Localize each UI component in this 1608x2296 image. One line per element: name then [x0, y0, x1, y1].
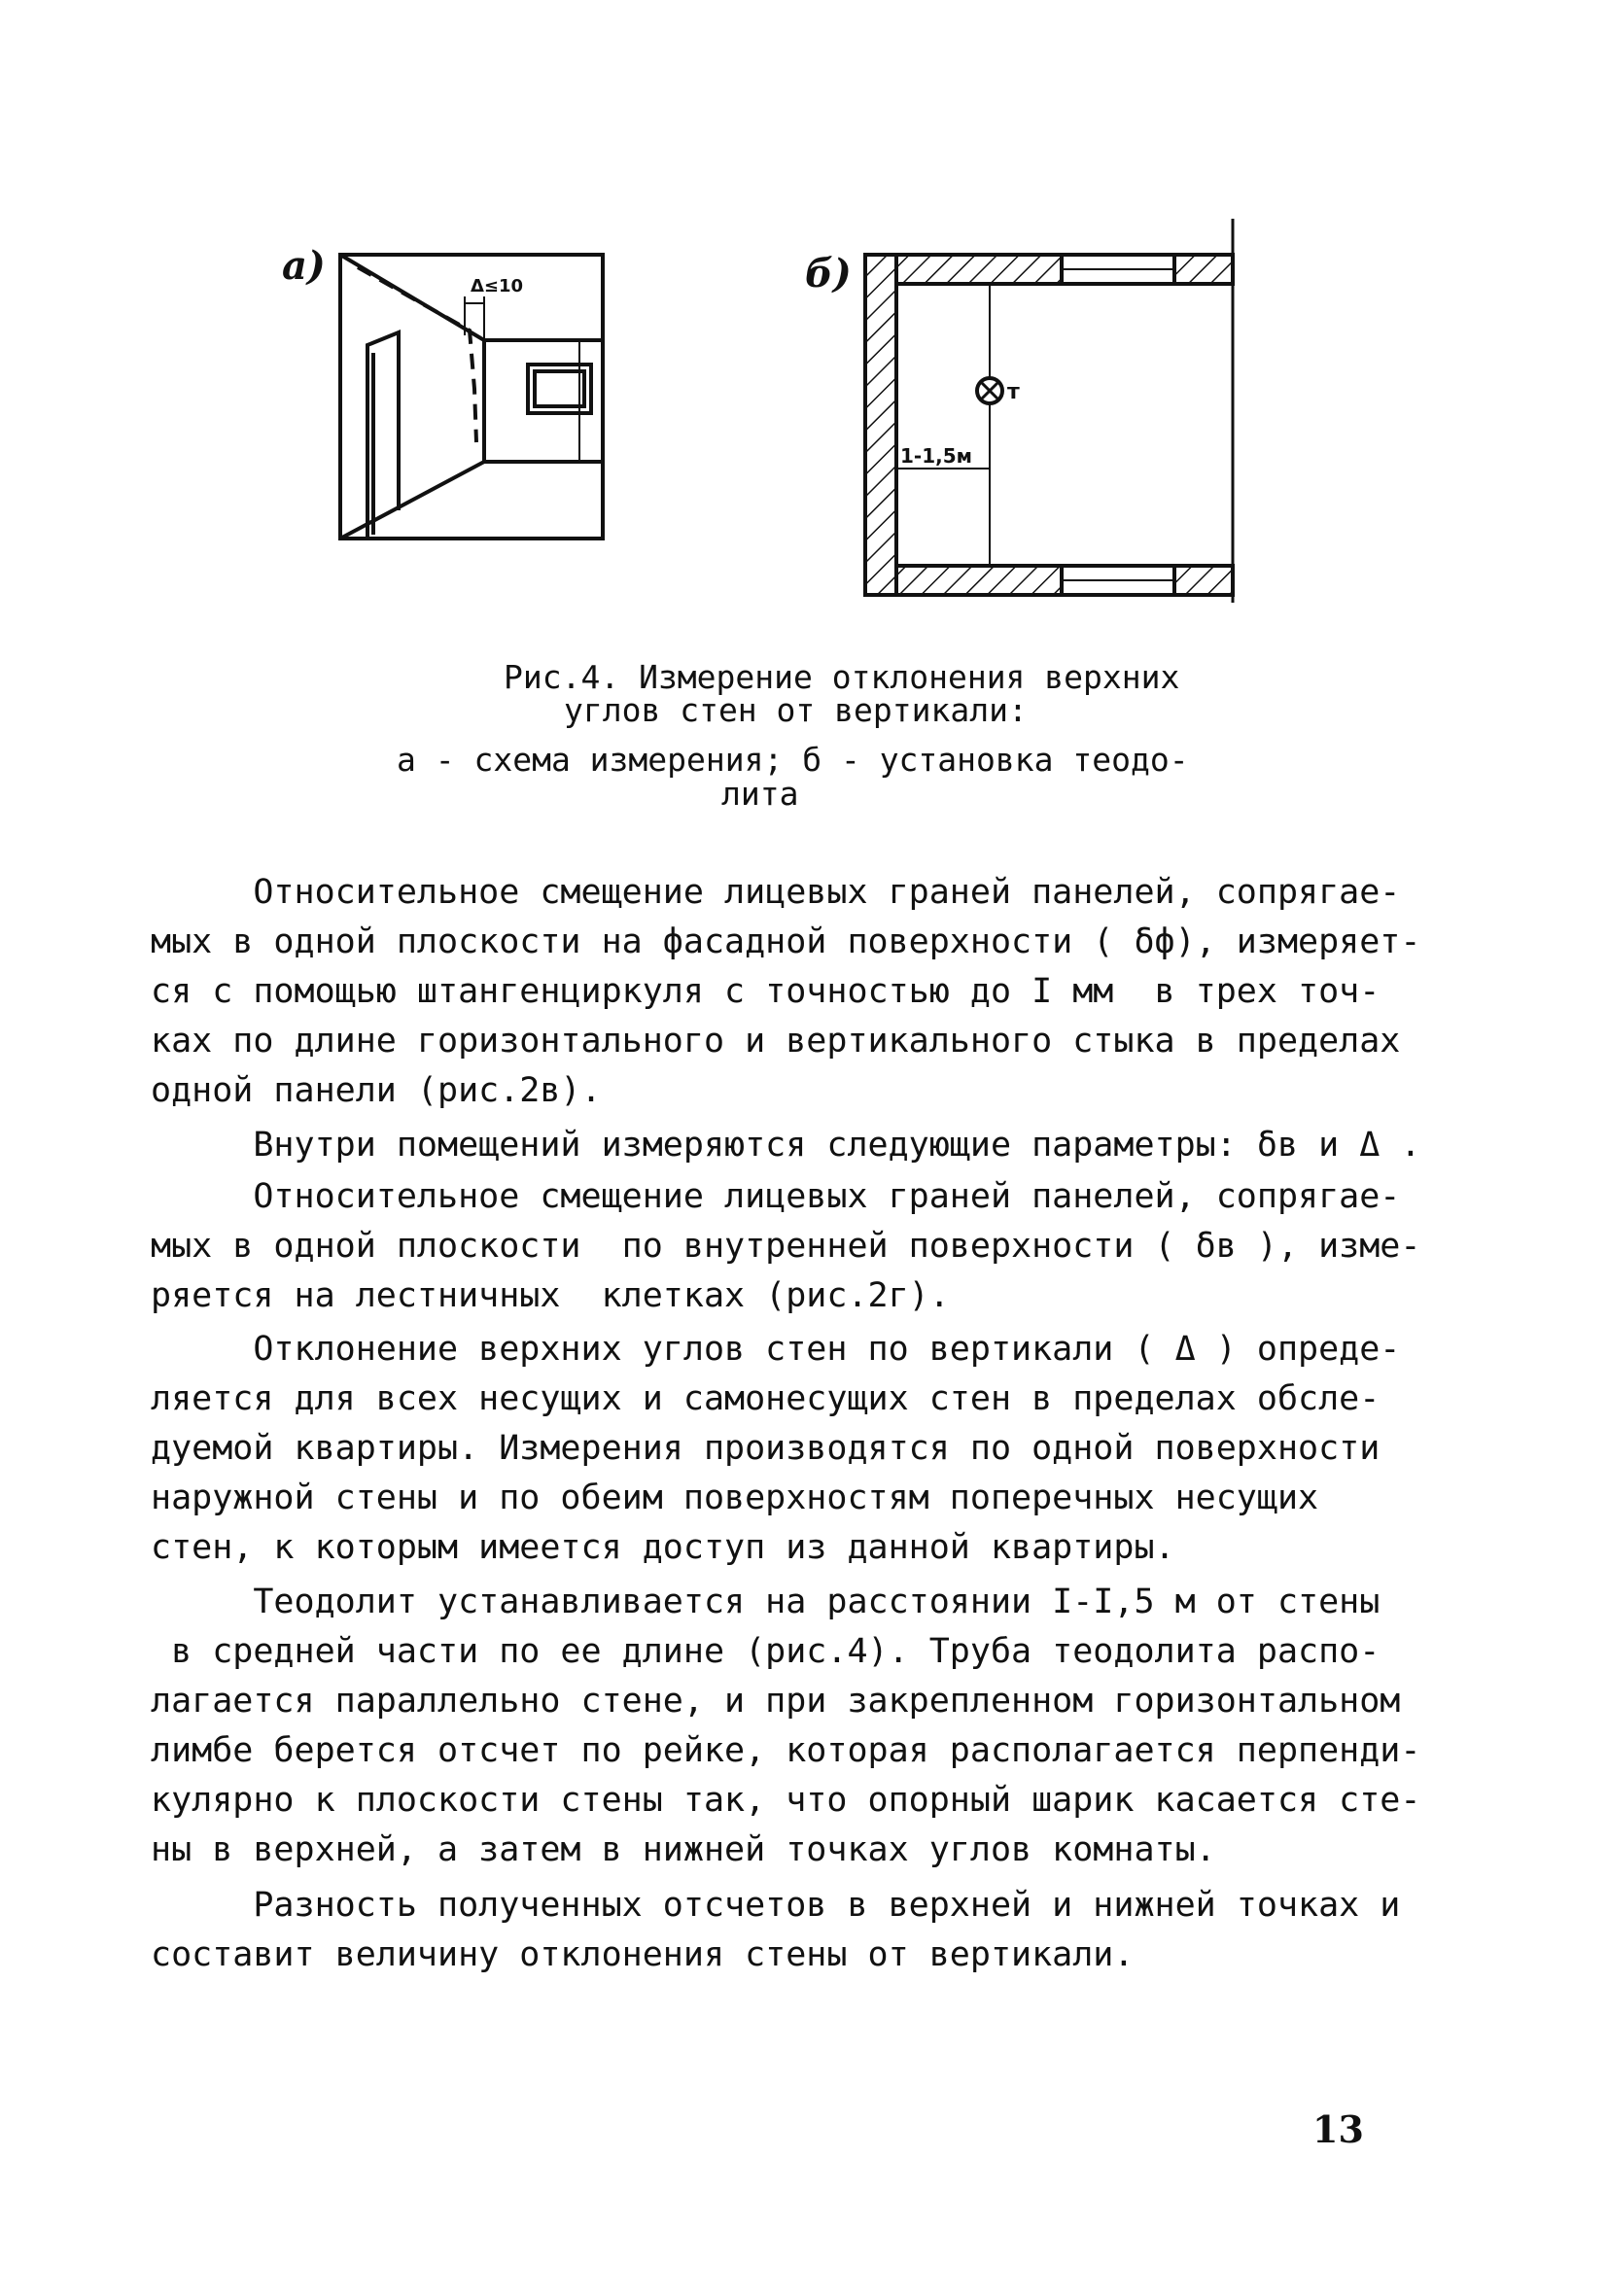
paragraph-interior-offset — [151, 1172, 1444, 1321]
text-line: ряется на лестничных клетках (рис.2г). — [151, 1276, 950, 1315]
page-number: 13 — [1312, 2107, 1364, 2151]
figure-b-label: б) — [805, 251, 852, 296]
text-line: Отклонение верхних углов стен по вертикали ( Δ ) опреде- — [151, 1330, 1401, 1369]
text-line: Относительное смещение лицевых граней панелей, сопрягае- — [151, 1177, 1401, 1216]
text-line: лимбе берется отсчет по рейке, которая располагается перпенди- — [151, 1731, 1421, 1770]
caption-line-4: лита — [721, 775, 799, 813]
text-line: кулярно к плоскости стены так, что опорный шарик касается сте- — [151, 1781, 1421, 1820]
caption-line-1: Рис.4. Измерение отклонения верхних — [504, 658, 1180, 696]
text-line: мых в одной плоскости на фасадной поверхности ( δф), измеряет- — [151, 922, 1421, 961]
paragraph-indoor-parameters — [151, 1121, 1444, 1170]
figure-b-distance-label: 1-1,5м — [900, 444, 972, 468]
text-line: составит величину отклонения стены от вертикали. — [151, 1935, 1135, 1974]
text-line: Относительное смещение лицевых граней панелей, сопрягае- — [151, 873, 1401, 912]
text-line: наружной стены и по обеим поверхностям поперечных несущих — [151, 1478, 1319, 1517]
paragraph-theodolite-procedure — [151, 1578, 1444, 1875]
text-line: ся с помощью штангенциркуля с точностью до I мм в трех точ- — [151, 972, 1381, 1011]
text-line: ляется для всех несущих и самонесущих стен в пределах обсле- — [151, 1379, 1381, 1418]
figure-a-room-corner — [329, 243, 620, 564]
paragraph-vertical-deviation — [151, 1325, 1444, 1573]
figure-a-delta-label: Δ≤10 — [471, 276, 524, 296]
paragraph-difference-result — [151, 1881, 1444, 1980]
text-line: мых в одной плоскости по внутренней поверхности ( δв ), изме- — [151, 1227, 1421, 1266]
text-line: дуемой квартиры. Измерения производятся по одной поверхности — [151, 1429, 1381, 1468]
figure-b-theodolite-plan — [805, 204, 1272, 612]
text-line: ках по длине горизонтального и вертикального стыка в пределах — [151, 1022, 1401, 1061]
text-line: в средней части по ее длине (рис.4). Труба теодолита распо- — [151, 1632, 1381, 1671]
figure-b-instrument-label: т — [1007, 380, 1020, 404]
caption-line-3: а - схема измерения; б - установка теодо- — [397, 741, 1189, 779]
text-line: ны в верхней, а затем в нижней точках углов комнаты. — [151, 1830, 1216, 1869]
text-line: Внутри помещений измеряются следующие параметры: δв и Δ . — [151, 1126, 1421, 1165]
text-line: лагается параллельно стене, и при закрепленном горизонтальном — [151, 1682, 1401, 1721]
figure-a-label: а) — [282, 243, 326, 289]
caption-line-2: углов стен от вертикали: — [564, 691, 1028, 729]
text-line: одной панели (рис.2в). — [151, 1071, 602, 1110]
text-line: Разность полученных отсчетов в верхней и нижней точках и — [151, 1886, 1401, 1925]
text-line: стен, к которым имеется доступ из данной квартиры. — [151, 1528, 1175, 1567]
paragraph-facade-offset — [151, 868, 1444, 1116]
text-line: Теодолит устанавливается на расстоянии I-I,5 м от стены — [151, 1583, 1381, 1621]
